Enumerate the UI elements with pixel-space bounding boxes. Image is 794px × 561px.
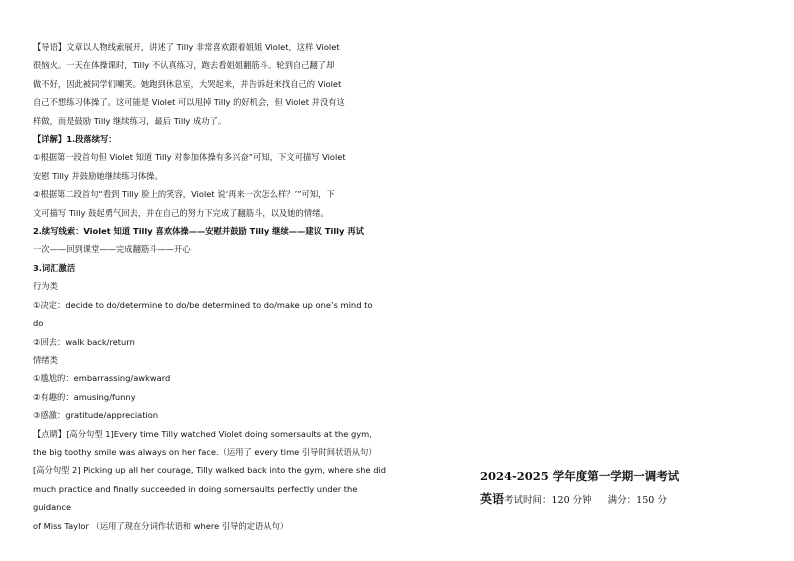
text-line: 做不好，因此被同学们嘲笑。她跑到休息室，大哭起来，并告诉赶来找自己的 Violet: [33, 78, 342, 89]
text-line: 一次——回到课堂——完成翻筋斗——开心: [33, 244, 191, 255]
exam-info-line: [480, 490, 667, 507]
text-line: much practice and finally succeeded in doing somersaults perfectly under the guidance: [33, 483, 361, 513]
text-line: 【点睛】[高分句型 1]Every time Tilly watched Violet doing somersaults at the gym,: [33, 428, 372, 439]
vocab-embarrassing: ①尴尬的：embarrassing/awkward: [33, 373, 171, 384]
full-score-label: 满分：150 分: [607, 495, 667, 506]
text-line: 2.续写线索：Violet 知道 Tilly 喜欢体操——安慰并鼓励 Tilly 继续——建议 Tilly 再试: [33, 226, 364, 237]
vocab-heading: 3.词汇激活: [33, 262, 76, 273]
highlight-sentence-one: [33, 425, 389, 462]
subject-label: 英语: [480, 492, 505, 506]
text-line: ①决定：decide to do/determine to do/be determined to do/make up one’s mind to: [33, 299, 373, 310]
emotion-category-label: 情绪类: [33, 354, 58, 365]
vocab-gratitude: ③感激：gratitude/appreciation: [33, 410, 159, 421]
text-line: 【导语】文章以人物线索展开，讲述了 Tilly 非常喜欢跟着姐姐 Violet，这样 Violet: [33, 42, 340, 52]
text-line: 很恼火。一天在体操课时，Tilly 不认真练习，跑去看姐姐翻筋斗。轮到自己翻了却: [33, 60, 335, 71]
continuation-clue: [33, 222, 389, 259]
text-line: ①根据第一段首句但 Violet 知道 Tilly 对参加体操有多兴奋”可知，下文可描写 Violet: [33, 152, 346, 163]
xiangjie-heading: 【详解】1.段落续写：: [33, 134, 117, 145]
exam-time-label: 考试时间：120 分钟: [504, 495, 592, 506]
action-category-label: 行为类: [33, 281, 58, 292]
point-two: [33, 185, 389, 222]
vocab-amusing: ②有趣的：amusing/funny: [33, 391, 136, 402]
highlight-sentence-two: [33, 461, 389, 535]
text-line: 文可描写 Tilly 鼓起勇气回去，并在自己的努力下完成了翻筋斗，以及她的情绪。: [33, 207, 329, 218]
text-line: ②根据第二段首句“看到 Tilly 脸上的笑容，Violet 说‘再来一次怎么样？’”可知，下: [33, 189, 335, 200]
text-line: 安慰 Tilly 并鼓励她继续练习体操。: [33, 170, 163, 181]
text-line: do: [33, 318, 44, 329]
text-line: of Miss Taylor （运用了现在分词作状语和 where 引导的定语从句）: [33, 520, 289, 531]
text-line: 样做，而是鼓励 Tilly 继续练习，最后 Tilly 成功了。: [33, 115, 227, 126]
explanation-column: [33, 38, 389, 535]
exam-title: 2024-2025 学年度第一学期一调考试: [480, 469, 680, 483]
daoyu-paragraph: [33, 38, 389, 130]
text-line: the big toothy smile was always on her face.（运用了 every time 引导时间状语从句）: [33, 446, 377, 457]
vocab-return: ②回去：walk back/return: [33, 336, 135, 347]
vocab-decide: [33, 296, 389, 333]
text-line: 自己不想练习体操了。这可能是 Violet 可以甩掉 Tilly 的好机会，但 Violet 并没有这: [33, 97, 345, 108]
point-one: [33, 148, 389, 185]
text-line: [高分句型 2] Picking up all her courage, Tilly walked back into the gym, where she did: [33, 465, 387, 476]
